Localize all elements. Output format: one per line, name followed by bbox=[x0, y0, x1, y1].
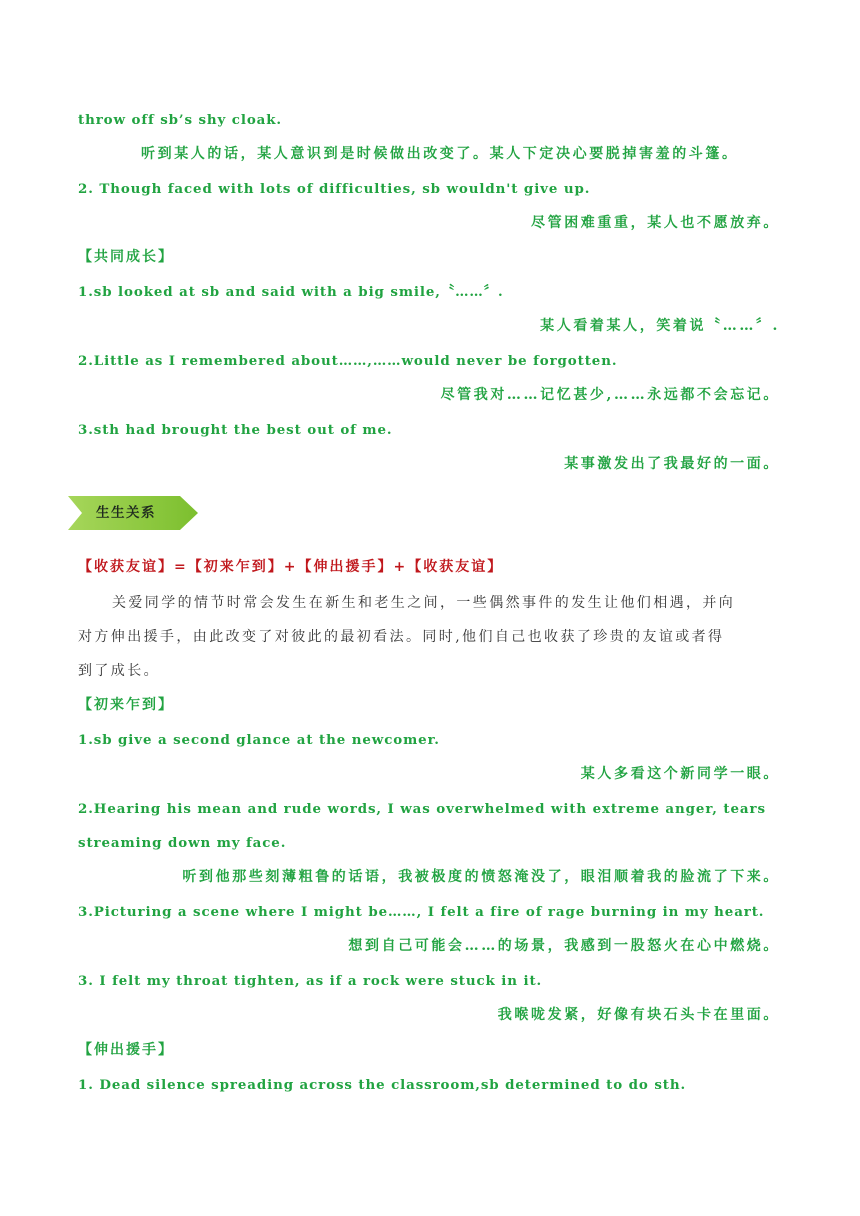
section-banner-label: 生生关系 bbox=[96, 505, 156, 521]
growth-item-3-english: 3.sth had brought the best out of me. bbox=[78, 422, 393, 438]
arrival-item-2-chinese: 听到他那些刻薄粗鲁的话语，我被极度的愤怒淹没了，眼泪顺着我的脸流了下来。 bbox=[182, 869, 780, 885]
arrival-item-3-chinese: 想到自己可能会……的场景，我感到一股怒火在心中燃烧。 bbox=[348, 938, 780, 954]
sentence-1-english-tail: throw off sb’s shy cloak. bbox=[78, 112, 282, 128]
growth-item-2-english: 2.Little as I remembered about……,……would never be forgotten. bbox=[78, 353, 618, 369]
help-item-1-english: 1. Dead silence spreading across the classroom,sb determined to do sth. bbox=[78, 1077, 687, 1093]
section-formula: 【收获友谊】=【初来乍到】+【伸出援手】+【收获友谊】 bbox=[78, 559, 504, 575]
growth-heading: 【共同成长】 bbox=[78, 249, 174, 265]
growth-item-1-english: 1.sb looked at sb and said with a big smile,〝……〞. bbox=[78, 284, 504, 300]
intro-paragraph-line-2: 对方伸出援手，由此改变了对彼此的最初看法。同时,他们自己也收获了珍贵的友谊或者得 bbox=[78, 629, 725, 645]
arrival-item-4-english: 3. I felt my throat tighten, as if a rock were stuck in it. bbox=[78, 973, 543, 989]
arrival-item-2-english-b: streaming down my face. bbox=[78, 835, 287, 851]
arrival-heading: 【初来乍到】 bbox=[78, 697, 174, 713]
arrival-item-1-english: 1.sb give a second glance at the newcomer. bbox=[78, 732, 440, 748]
growth-item-3-chinese: 某事激发出了我最好的一面。 bbox=[564, 456, 780, 472]
intro-paragraph-line-3: 到了成长。 bbox=[78, 663, 160, 679]
arrival-item-1-chinese: 某人多看这个新同学一眼。 bbox=[580, 766, 780, 782]
arrival-item-4-chinese: 我喉咙发紧，好像有块石头卡在里面。 bbox=[497, 1007, 780, 1023]
intro-paragraph-line-1: 关爱同学的情节时常会发生在新生和老生之间，一些偶然事件的发生让他们相遇，并向 bbox=[112, 595, 736, 611]
arrival-item-3-english: 3.Picturing a scene where I might be……, I felt a fire of rage burning in my heart. bbox=[78, 904, 765, 920]
help-heading: 【伸出援手】 bbox=[78, 1042, 174, 1058]
arrival-item-2-english-a: 2.Hearing his mean and rude words, I was overwhelmed with extreme anger, tears bbox=[78, 801, 766, 817]
growth-item-2-chinese: 尽管我对……记忆甚少,……永远都不会忘记。 bbox=[440, 387, 780, 403]
growth-item-1-chinese: 某人看着某人，笑着说〝……〞. bbox=[540, 318, 780, 334]
sentence-2-english: 2. Though faced with lots of difficulties, sb wouldn't give up. bbox=[78, 181, 591, 197]
sentence-1-chinese: 听到某人的话，某人意识到是时候做出改变了。某人下定决心要脱掉害羞的斗篷。 bbox=[141, 146, 739, 162]
sentence-2-chinese: 尽管困难重重，某人也不愿放弃。 bbox=[531, 215, 780, 231]
